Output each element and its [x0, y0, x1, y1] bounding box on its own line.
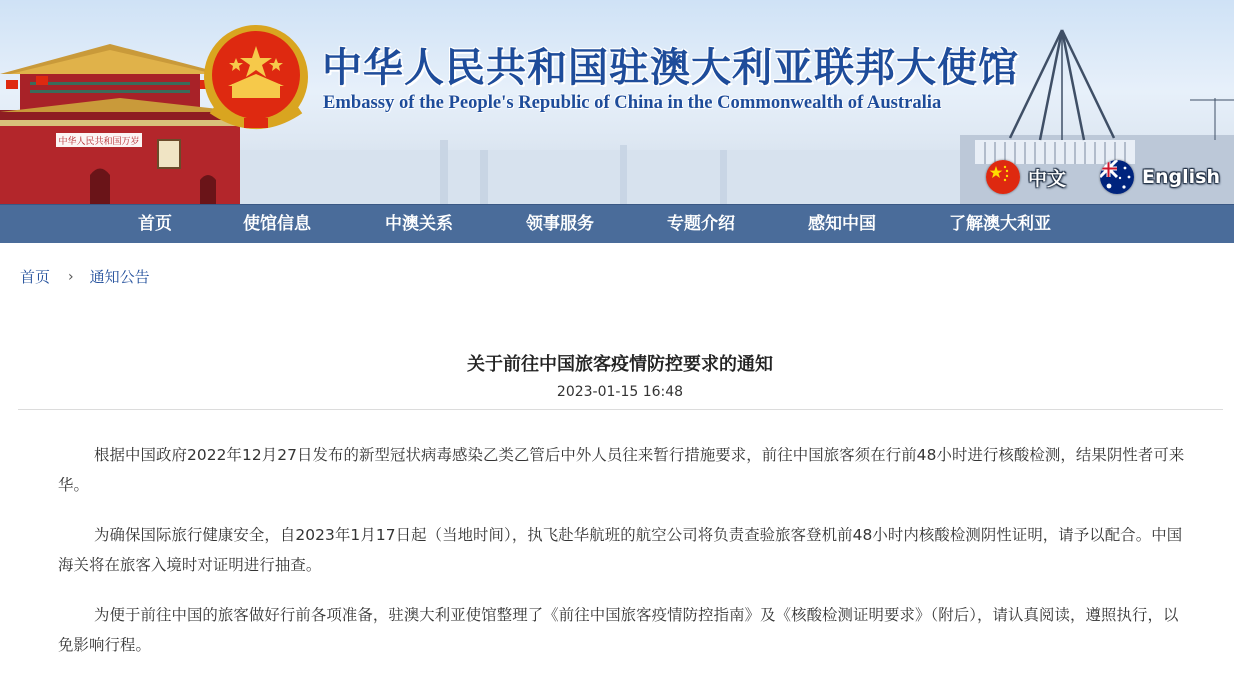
nav-item-home[interactable]: 首页 — [138, 214, 172, 234]
article-date: 2023-01-15 16:48 — [556, 384, 684, 400]
nav-item-perceive-china[interactable]: 感知中国 — [808, 214, 876, 234]
title-divider — [18, 409, 1223, 410]
site-title-english: Embassy of the People's Republic of China in the Commonwealth of Australia — [323, 92, 942, 113]
article-body — [58, 440, 1186, 680]
nav-item-special-topics[interactable]: 专题介绍 — [667, 214, 735, 234]
breadcrumb — [20, 266, 150, 287]
language-english-label: English — [1142, 166, 1220, 188]
breadcrumb-notices-link[interactable]: 通知公告 — [89, 268, 150, 286]
china-flag-icon — [986, 160, 1020, 194]
breadcrumb-home-link[interactable]: 首页 — [20, 268, 51, 286]
national-emblem-icon — [204, 25, 308, 129]
header-banner — [0, 0, 1234, 204]
svg-text:中华人民共和国万岁: 中华人民共和国万岁 — [58, 137, 140, 147]
language-chinese-label: 中文 — [1028, 167, 1067, 190]
main-nav — [0, 204, 1234, 243]
language-english-button[interactable] — [1100, 160, 1220, 194]
australia-flag-icon — [1100, 160, 1134, 194]
nav-item-about-australia[interactable]: 了解澳大利亚 — [949, 214, 1051, 234]
chevron-right-icon: › — [68, 268, 74, 285]
nav-item-embassy-info[interactable]: 使馆信息 — [243, 214, 311, 234]
nav-item-consular-services[interactable]: 领事服务 — [526, 214, 594, 234]
site-title-chinese: 中华人民共和国驻澳大利亚联邦大使馆 — [322, 44, 1019, 91]
article-title: 关于前往中国旅客疫情防控要求的通知 — [467, 354, 773, 375]
nav-item-china-australia-relations[interactable]: 中澳关系 — [385, 214, 453, 234]
article-paragraph: 为确保国际旅行健康安全，自2023年1月17日起（当地时间），执飞赴华航班的航空公司将负责查验旅客登机前48小时内核酸检测阴性证明，请予以配合。中国海关将在旅客入境时对证明进行抽查。 — [58, 526, 1183, 574]
language-chinese-button[interactable] — [986, 160, 1066, 194]
article-paragraph: 为便于前往中国的旅客做好行前各项准备，驻澳大利亚使馆整理了《前往中国旅客疫情防控指南》及《核酸检测证明要求》（附后），请认真阅读，遵照执行，以免影响行程。 — [58, 606, 1179, 654]
article-paragraph: 根据中国政府2022年12月27日发布的新型冠状病毒感染乙类乙管后中外人员往来暂行措施要求，前往中国旅客须在行前48小时进行核酸检测，结果阴性者可来华。 — [58, 446, 1185, 494]
